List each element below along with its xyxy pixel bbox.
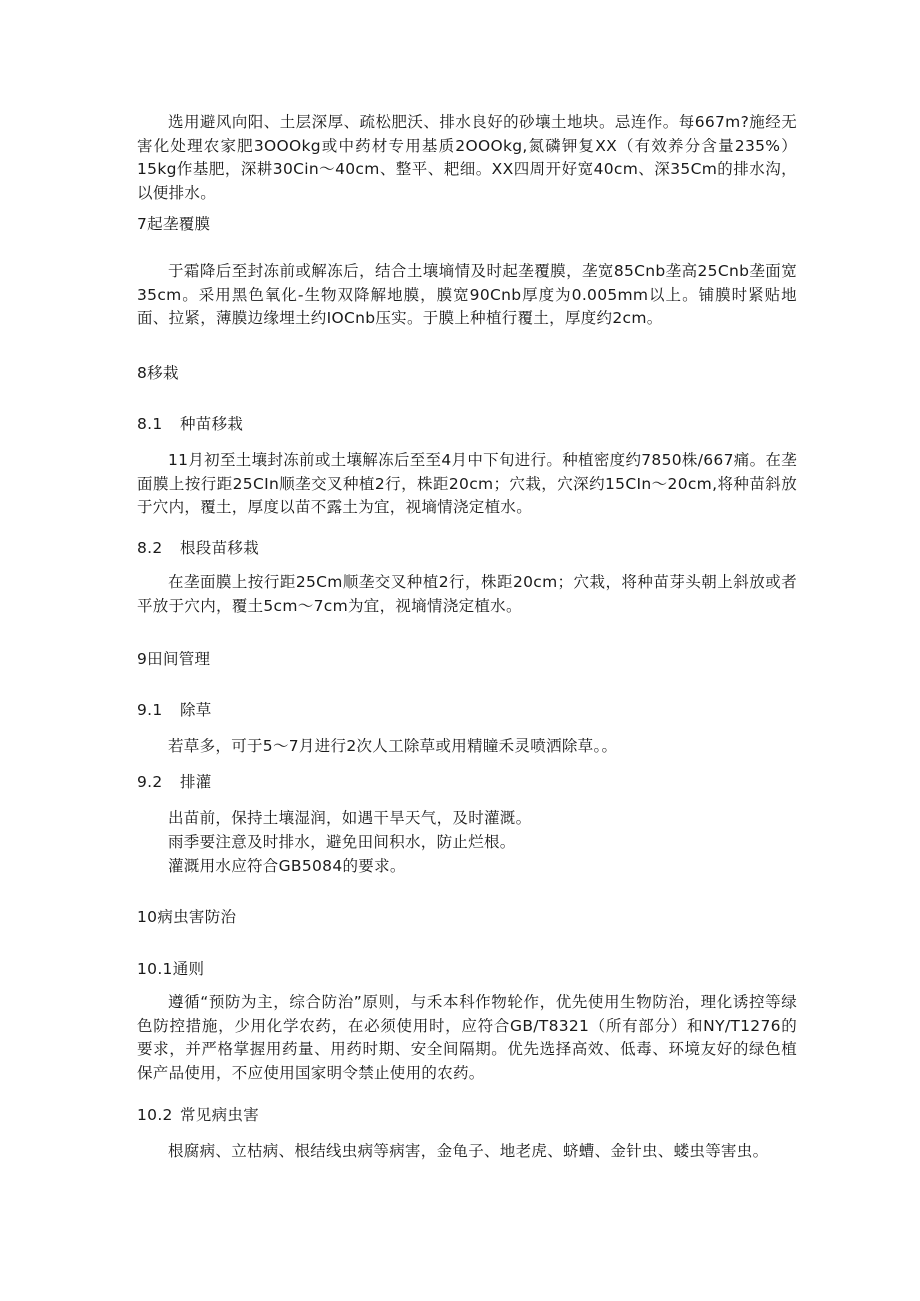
- section-number: 9.1: [137, 701, 163, 719]
- section-8-1-paragraph: 11月初至土壤封冻前或土壤解冻后至至4月中下旬进行。种植密度约7850株/667痛。在垄面膜上按行距25CIn顺垄交叉种植2行，株距20cm；穴栽，穴深约15CIn～20cm,将种苗斜放于穴内，覆土，厚度以苗不露土为宜，视墒情浇定植水。: [137, 451, 797, 516]
- section-9-2-heading: [137, 771, 797, 793]
- text-line: 出苗前，保持土壤湿润，如遇干旱天气，及时灌溉。: [168, 809, 532, 827]
- section-title: 排灌: [180, 773, 212, 791]
- section-title: 除草: [180, 701, 212, 719]
- text-line: 雨季要注意及时排水，避免田间积水，防止烂根。: [168, 833, 516, 851]
- section-10-heading: 10病虫害防治: [137, 908, 237, 926]
- section-number: 9.2: [137, 773, 163, 791]
- section-8-2-paragraph: 在垄面膜上按行距25Cm顺垄交叉种植2行，株距20cm；穴栽，将种苗芽头朝上斜放或者平放于穴内，覆土5cm～7cm为宜，视墒情浇定植水。: [137, 573, 797, 615]
- section-8-1-heading: [137, 413, 797, 435]
- section-7-heading: 7起垄覆膜: [137, 215, 211, 233]
- intro-paragraph: 选用避风向阳、土层深厚、疏松肥沃、排水良好的砂壤土地块。忌连作。每667m?施经无害化处理农家肥3OOOkg或中药材专用基质2OOOkg,氮磷钾复XX（有效养分含量235%）15kg作基肥，深耕30Cin～40cm、整平、耙细。XX四周开好宽40cm、深35Cm的排水沟，以便排水。: [137, 113, 797, 202]
- section-9-1-paragraph: 若草多，可于5～7月进行2次人工除草或用精瞳禾灵喷洒除草。。: [168, 737, 618, 755]
- section-number: 8.1: [137, 415, 163, 433]
- section-title: 种苗移栽: [180, 415, 244, 433]
- section-7-paragraph: 于霜降后至封冻前或解冻后，结合土壤墒情及时起垄覆膜，垄宽85Cnb垄高25Cnb垄面宽35cm。采用黑色氧化-生物双降解地膜，膜宽90Cnb厚度为0.005mm以上。铺膜时紧贴地面、拉紧，薄膜边缘埋土约IOCnb压实。于膜上种植行覆土，厚度约2cm。: [137, 262, 797, 327]
- section-number: 10.2: [137, 1106, 173, 1124]
- section-10-1-paragraph: 遵循“预防为主，综合防治”原则，与禾本科作物轮作，优先使用生物防治，理化诱控等绿色防控措施，少用化学农药，在必须使用时，应符合GB/T8321（所有部分）和NY/T1276的要求，并严格掌握用药量、用药时期、安全间隔期。优先选择高效、低毒、环境友好的绿色植保产品使用，不应使用国家明令禁止使用的农药。: [137, 993, 797, 1082]
- section-10-2-paragraph: 根腐病、立枯病、根结线虫病等病害，金龟子、地老虎、蛴螬、金针虫、蝼虫等害虫。: [168, 1142, 769, 1160]
- section-8-2-heading: [137, 537, 797, 559]
- section-8-heading: 8移栽: [137, 364, 179, 382]
- section-10-1-heading: 10.1通则: [137, 960, 205, 978]
- section-number: 8.2: [137, 539, 163, 557]
- text-line: 灌溉用水应符合GB5084的要求。: [168, 857, 406, 875]
- section-title: 常见病虫害: [180, 1106, 260, 1124]
- section-9-2-lines: [137, 806, 797, 878]
- section-title: 根段苗移栽: [180, 539, 260, 557]
- section-9-1-heading: [137, 699, 797, 721]
- section-10-2-heading: [137, 1104, 797, 1126]
- section-9-heading: 9田间管理: [137, 650, 211, 668]
